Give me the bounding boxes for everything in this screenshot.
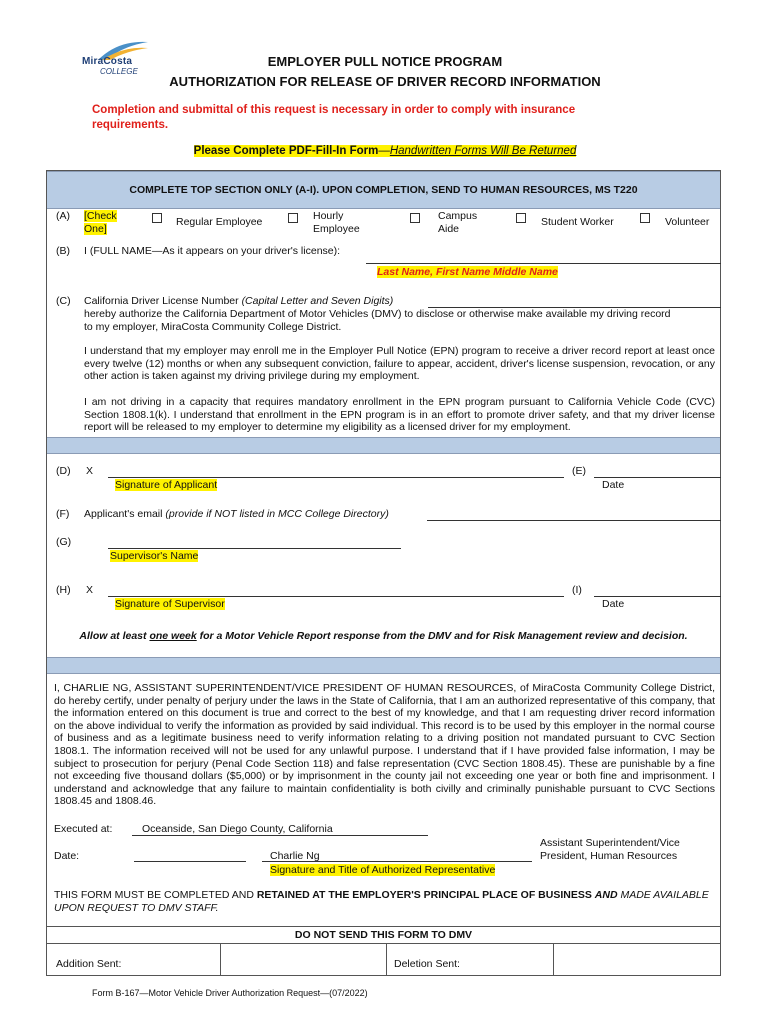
- option-hourly-employee: Hourly Employee: [313, 210, 360, 235]
- pdf-note-italic: Handwritten Forms Will Be Returned: [389, 145, 577, 157]
- supervisor-name-sublabel: Supervisor's Name: [110, 550, 199, 562]
- addition-sent-label: Addition Sent:: [56, 958, 122, 970]
- option-student-worker: Student Worker: [541, 216, 614, 228]
- section-a-letter: (A): [56, 210, 70, 222]
- signature-applicant-field[interactable]: [108, 477, 564, 478]
- allow-one-week-note: Allow at least one week for a Motor Vehicle Report response from the DMV and for Risk Management review and decision.: [79, 630, 688, 642]
- section-c-letter: (C): [56, 295, 71, 307]
- checkbox-hourly-employee[interactable]: [288, 213, 298, 226]
- executed-at-value: Oceanside, San Diego County, California: [142, 823, 333, 835]
- option-regular-employee: Regular Employee: [176, 216, 263, 228]
- applicant-email-label: Applicant's email (provide if NOT listed in MCC College Directory): [84, 508, 389, 520]
- form-title-line1: EMPLOYER PULL NOTICE PROGRAM: [267, 54, 503, 69]
- divider-band-2: [47, 657, 720, 674]
- divider-band-1: [47, 437, 720, 454]
- section-h-letter: (H): [56, 584, 71, 596]
- full-name-sublabel: Last Name, First Name Middle Name: [377, 266, 558, 278]
- section-e-letter: (E): [572, 465, 586, 477]
- pdf-note-dash: —: [378, 145, 390, 157]
- table-col-divider-1: [220, 943, 221, 976]
- section-d-letter: (D): [56, 465, 71, 477]
- table-mid-rule: [47, 943, 720, 944]
- applicant-date-sublabel: Date: [602, 479, 625, 491]
- executed-at-field[interactable]: [132, 835, 428, 836]
- option-campus-aide: Campus Aide: [438, 210, 478, 235]
- signature-supervisor-x: X: [86, 584, 94, 596]
- supervisor-name-field[interactable]: [108, 548, 401, 549]
- rep-date-field[interactable]: [134, 861, 246, 862]
- form-title-line2: AUTHORIZATION FOR RELEASE OF DRIVER RECORD INFORMATION: [169, 74, 601, 89]
- signature-supervisor-field[interactable]: [108, 596, 564, 597]
- date-label: Date:: [54, 850, 80, 862]
- section-f-letter: (F): [56, 508, 70, 520]
- authorize-text-line2: hereby authorize the California Department of Motor Vehicles (DMV) to disclose or otherwise make available my driving record: [84, 308, 671, 320]
- signature-supervisor-sublabel: Signature of Supervisor: [115, 598, 225, 610]
- license-number-label: California Driver License Number (Capital Letter and Seven Digits): [84, 295, 394, 307]
- do-not-send-header: DO NOT SEND THIS FORM TO DMV: [294, 929, 473, 941]
- certification-paragraph: I, CHARLIE NG, ASSISTANT SUPERINTENDENT/VICE PRESIDENT OF HUMAN RESOURCES, of MiraCosta Community College District, do hereby certify, under penalty of perjury under the laws in the State of California, that I am an authorized representative of this company, that the information entered on this document is true and correct to the best of my knowledge, and that I am requesting driver record information on the above individual to verify the information as provided by said individual. This record is to be used by this employer in the normal course of business and as a legitimate business need to verify information relating to a driving position not mandated pursuant to CVC Section 1808.1. The information received will not be used for any unlawful purpose. I understand that if I have provided false information, I may be subject to prosecution for perjury (Penal Code Section 118) and false representation (CVC Section 1808.45). These are punishable by a fine not exceeding five thousand dollars ($5,000) or by imprisonment in the county jail not exceeding one year or both fine and imprisonment. I understand and acknowledge that any failure to maintain confidentiality is both civilly and criminally punishable pursuant to CVC Sections 1808.45 and 1808.46.: [54, 682, 715, 808]
- section-b-letter: (B): [56, 245, 70, 257]
- executed-at-label: Executed at:: [54, 823, 113, 835]
- table-col-divider-3: [553, 943, 554, 976]
- completion-notice: Completion and submittal of this request is necessary in order to comply with insurance requirements.: [92, 104, 576, 131]
- section-header: COMPLETE TOP SECTION ONLY (A-I). UPON COMPLETION, SEND TO HUMAN RESOURCES, MS T220: [129, 184, 638, 196]
- representative-title: Assistant Superintendent/Vice President, Human Resources: [540, 837, 680, 862]
- signature-applicant-sublabel: Signature of Applicant: [115, 479, 218, 491]
- section-i-letter: (I): [572, 584, 582, 596]
- logo-text-miracosta: MiraCosta: [82, 56, 133, 67]
- check-one-label: [Check One]: [84, 210, 117, 235]
- checkbox-regular-employee[interactable]: [152, 213, 162, 226]
- representative-name: Charlie Ng: [270, 850, 320, 862]
- epn-understanding-paragraph: I understand that my employer may enroll me in the Employer Pull Notice (EPN) program to receive a driver record report at least once every twelve (12) months or when any subsequent conviction, failure to appear, accident, driver's license suspension, revocation, or any other action is taken against my driving privilege during my employment.: [84, 345, 715, 383]
- checkbox-student-worker[interactable]: [516, 213, 526, 226]
- applicant-date-field[interactable]: [594, 477, 721, 478]
- full-name-field[interactable]: [366, 263, 721, 264]
- pdf-fill-note: [0, 145, 770, 157]
- checkbox-campus-aide[interactable]: [410, 213, 420, 226]
- table-col-divider-2: [386, 943, 387, 976]
- logo-text-college: COLLEGE: [100, 67, 138, 76]
- table-top-rule: [47, 926, 720, 927]
- authorize-text-line3: to my employer, MiraCosta Community College District.: [84, 321, 342, 333]
- not-driving-paragraph: I am not driving in a capacity that requires mandatory enrollment in the EPN program pursuant to California Vehicle Code (CVC) Section 1808.1(k). I understand that enrollment in the EPN program is in an effort to promote driver safety, and that my driver license report will be released to my employer to determine my eligibility as a licensed driver for my employment.: [84, 396, 715, 434]
- full-name-label: I (FULL NAME—As it appears on your driver's license):: [84, 245, 341, 257]
- form-footer: Form B-167—Motor Vehicle Driver Authorization Request—(07/2022): [92, 988, 368, 998]
- rep-signature-field[interactable]: [262, 861, 532, 862]
- option-volunteer: Volunteer: [665, 216, 710, 228]
- section-g-letter: (G): [56, 536, 72, 548]
- supervisor-date-sublabel: Date: [602, 598, 625, 610]
- checkbox-volunteer[interactable]: [640, 213, 650, 226]
- deletion-sent-label: Deletion Sent:: [394, 958, 460, 970]
- pdf-note-bold: Please Complete PDF-Fill-In Form: [193, 145, 379, 157]
- applicant-email-field[interactable]: [427, 520, 721, 521]
- representative-sublabel: Signature and Title of Authorized Representative: [270, 864, 496, 876]
- retain-notice: THIS FORM MUST BE COMPLETED AND RETAINED AT THE EMPLOYER'S PRINCIPAL PLACE OF BUSINESS AND MADE AVAILABLE UPON REQUEST TO DMV STAFF.: [54, 889, 709, 914]
- signature-applicant-x: X: [86, 465, 94, 477]
- supervisor-date-field[interactable]: [594, 596, 721, 597]
